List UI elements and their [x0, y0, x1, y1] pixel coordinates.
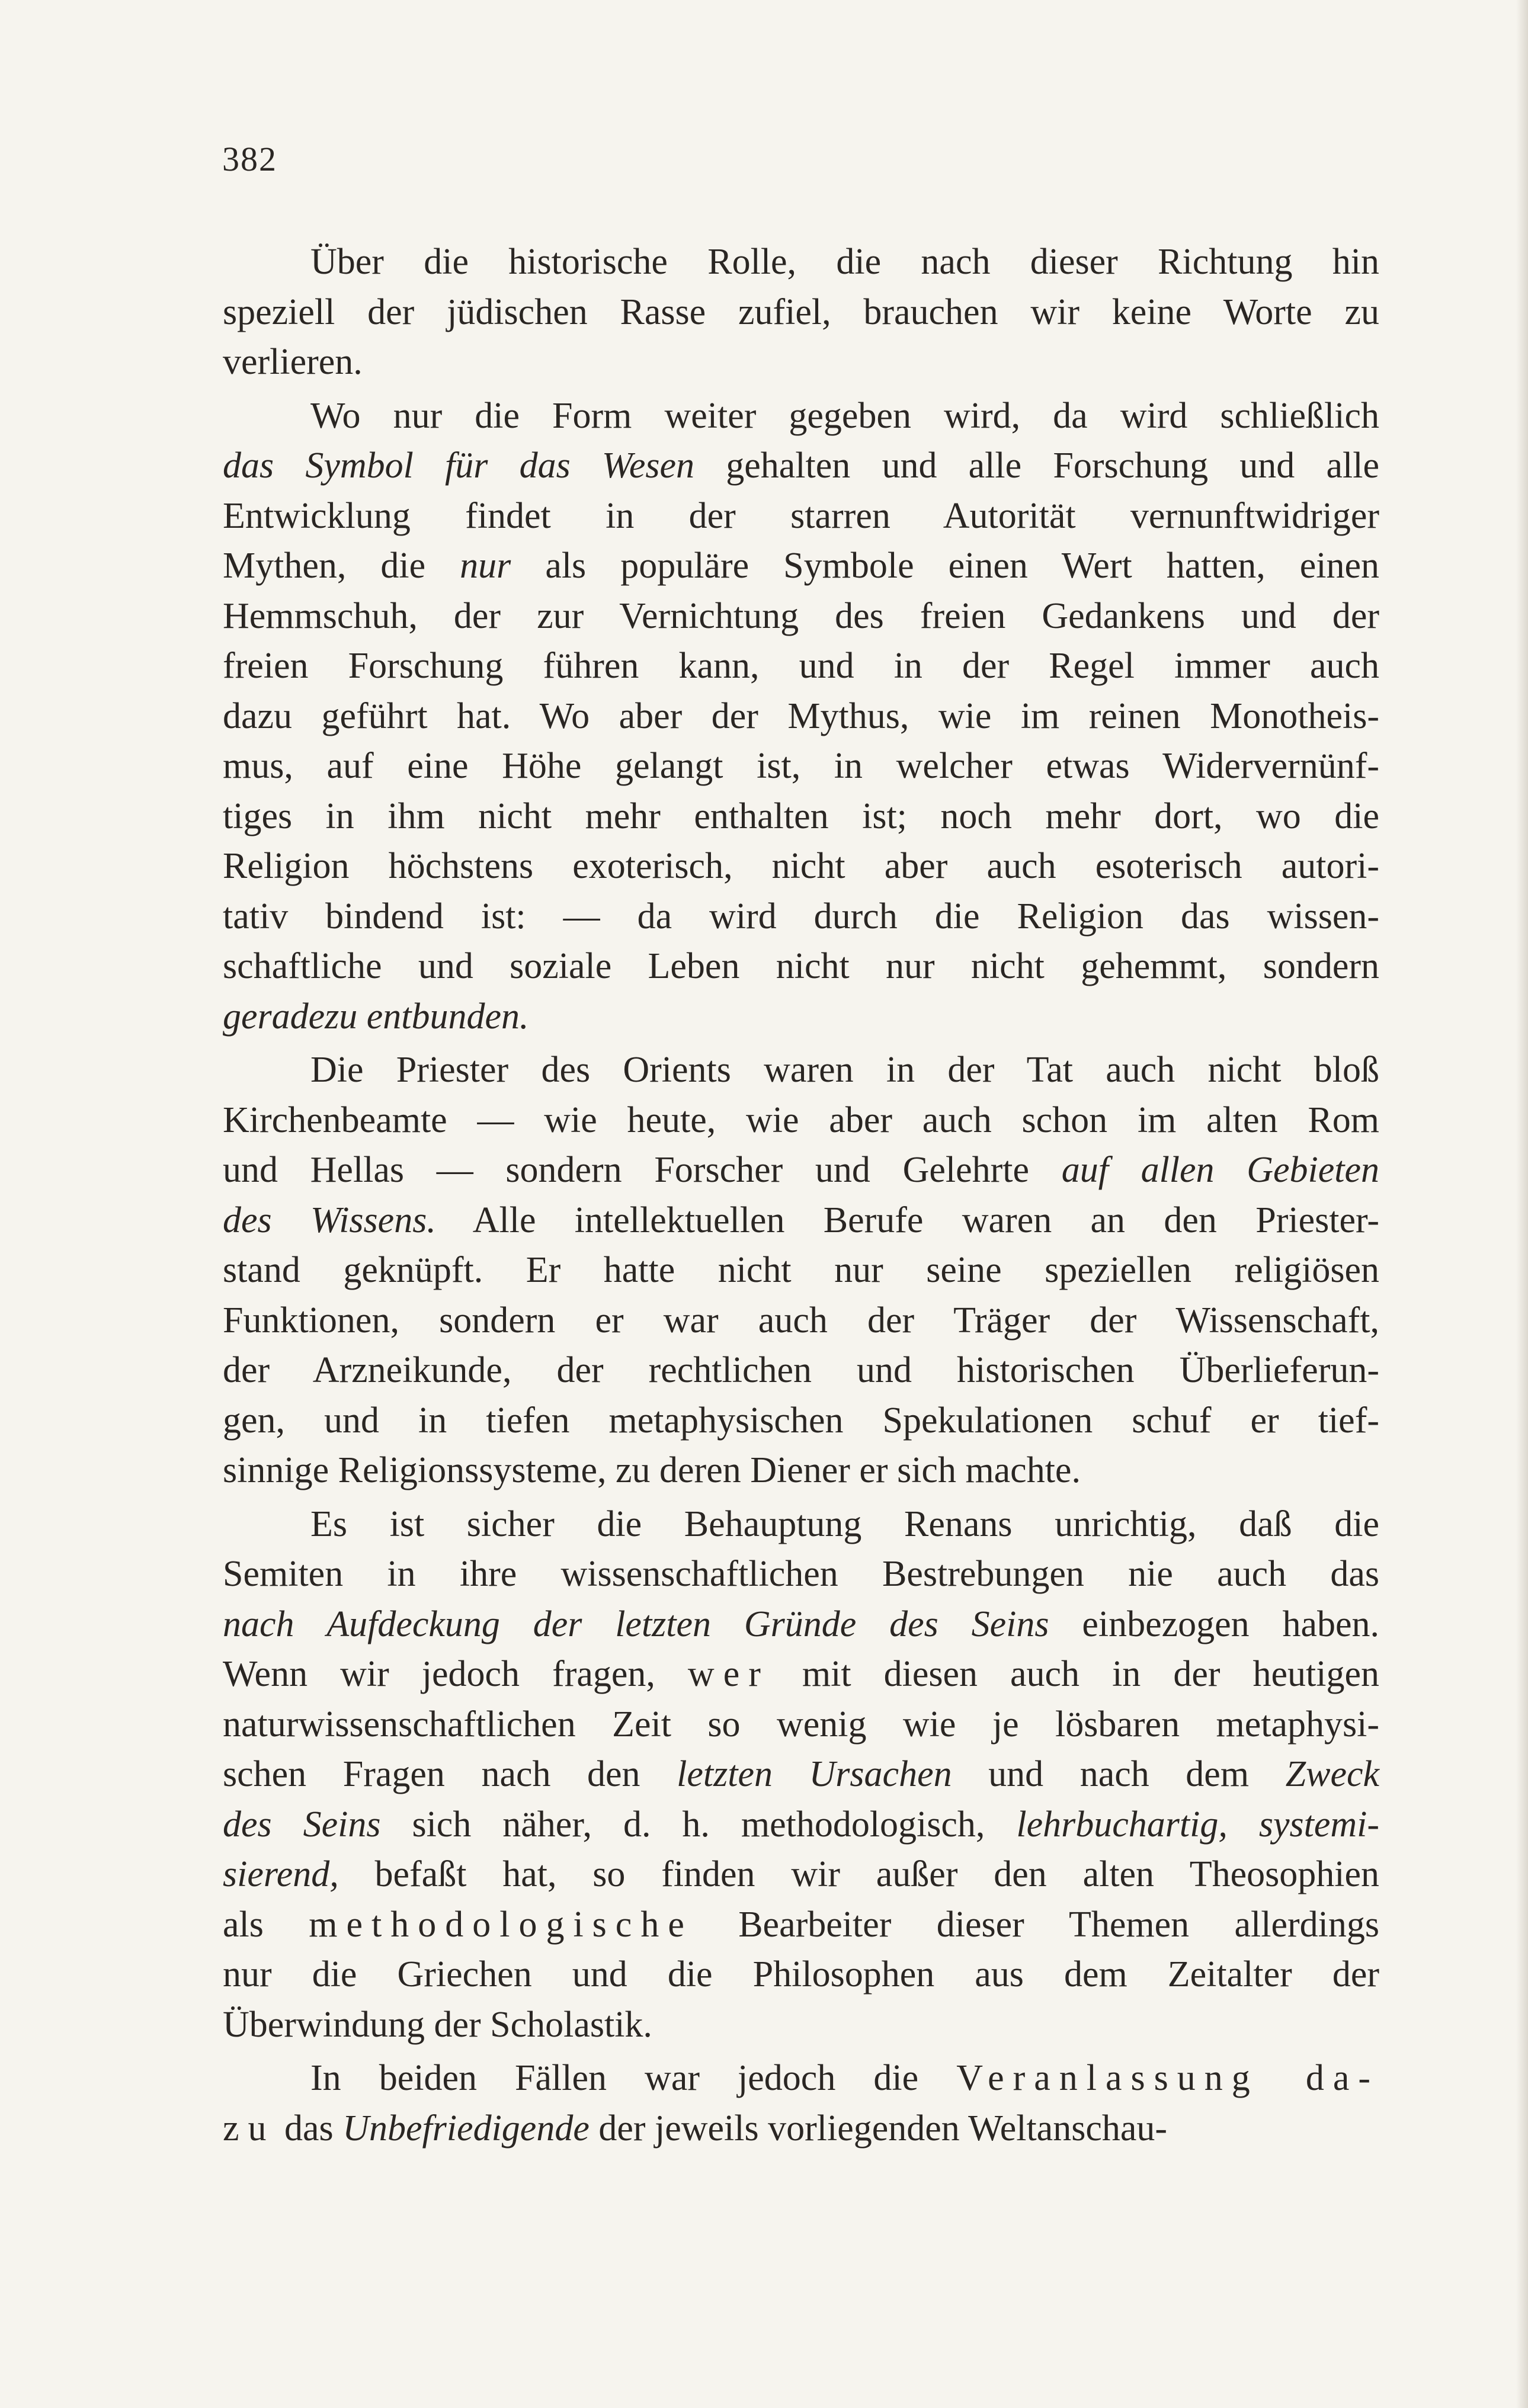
text-run: der Arzneikunde, der rechtlichen und historischen Überlieferun-	[223, 1350, 1379, 1390]
text-run: Funktionen, sondern er war auch der Träger der Wissenschaft,	[223, 1300, 1379, 1341]
text-run: naturwissenschaftlichen Zeit so wenig wie je lösbaren metaphysi-	[223, 1704, 1379, 1745]
text-line	[223, 1045, 1379, 1095]
text-run: tativ bindend ist: — da wird durch die Religion das wissen-	[223, 896, 1379, 937]
page-number: 382	[222, 140, 277, 178]
text-run: schen Fragen nach den	[223, 1754, 677, 1794]
text-run: dazu geführt hat. Wo aber der Mythus, wie im reinen Monotheis-	[223, 695, 1379, 736]
spaced-text: wer	[687, 1654, 770, 1694]
text-line	[223, 841, 1379, 892]
text-line	[223, 391, 1379, 441]
text-run: Hemmschuh, der zur Vernichtung des freien Gedankens und der	[223, 595, 1379, 636]
text-run: stand geknüpft. Er hatte nicht nur seine speziellen religiösen	[223, 1250, 1379, 1290]
italic-text: nur	[460, 546, 511, 586]
italic-text: das Symbol für das Wesen	[223, 445, 695, 486]
italic-text: sierend,	[223, 1854, 339, 1894]
italic-text: nach Aufdeckung der letzten Gründe des Seins	[223, 1604, 1049, 1644]
page-edge-shadow	[1516, 0, 1528, 2408]
text-line	[223, 337, 1379, 387]
text-line	[223, 541, 1379, 591]
spaced-text: Veranlassung da-	[956, 2058, 1379, 2098]
paragraph	[223, 391, 1379, 1042]
text-run: Religion höchstens exoterisch, nicht aber auch esoterisch autori-	[223, 846, 1379, 886]
paragraph	[223, 1499, 1379, 2050]
text-run: Wo nur die Form weiter gegeben wird, da wird schließlich	[310, 395, 1379, 436]
spaced-text: zu	[223, 2108, 276, 2149]
text-line	[223, 741, 1379, 791]
text-line	[223, 1849, 1379, 1900]
text-line	[223, 591, 1379, 642]
text-run: gen, und in tiefen metaphysischen Spekulationen schuf er tief-	[223, 1400, 1379, 1441]
italic-text: Unbefriedigende	[342, 2108, 590, 2149]
text-line	[223, 2104, 1379, 2154]
text-run: mus, auf eine Höhe gelangt ist, in welcher etwas Widervernünf-	[223, 746, 1379, 786]
text-line	[223, 1649, 1379, 1700]
text-run: gehalten und alle Forschung und alle	[694, 445, 1379, 486]
text-run: Alle intellektuellen Berufe waren an den Priester-	[435, 1200, 1380, 1240]
text-line	[223, 1800, 1379, 1850]
text-run: speziell der jüdischen Rasse zufiel, brauchen wir keine Worte zu	[223, 291, 1379, 332]
text-run: sinnige Religionssysteme, zu deren Diener er sich machte.	[223, 1450, 1081, 1490]
body-text	[223, 237, 1379, 2153]
text-line	[223, 641, 1379, 691]
text-line	[223, 941, 1379, 992]
text-run: Die Priester des Orients waren in der Tat auch nicht bloß	[310, 1050, 1379, 1090]
text-run: und Hellas — sondern Forscher und Gelehrte	[223, 1150, 1062, 1190]
text-line	[223, 791, 1379, 842]
text-run: einbezogen haben.	[1049, 1604, 1379, 1644]
text-run: der jeweils vorliegenden Weltanschau-	[589, 2108, 1168, 2149]
text-line	[223, 1549, 1379, 1599]
italic-text: auf allen Gebieten	[1061, 1150, 1379, 1190]
text-run: schaftliche und soziale Leben nicht nur nicht gehemmt, sondern	[223, 946, 1379, 986]
paragraph	[223, 1045, 1379, 1496]
text-run: Bearbeiter dieser Themen allerdings	[693, 1904, 1380, 1945]
text-line	[223, 1245, 1379, 1296]
text-line	[223, 1095, 1379, 1146]
text-run: freien Forschung führen kann, und in der Regel immer auch	[223, 646, 1379, 686]
italic-text: des Seins	[223, 1804, 381, 1845]
italic-text: letzten Ursachen	[677, 1754, 952, 1794]
text-line	[223, 1700, 1379, 1750]
text-line	[223, 1445, 1379, 1496]
text-run: Entwicklung findet in der starren Autorität vernunftwidriger	[223, 495, 1379, 536]
italic-text: geradezu entbunden.	[223, 996, 529, 1037]
text-line	[223, 441, 1379, 491]
text-line	[223, 1396, 1379, 1446]
text-line	[223, 992, 1379, 1042]
italic-text: des Wissens.	[223, 1200, 436, 1240]
paragraph	[223, 2053, 1379, 2153]
text-line	[223, 1345, 1379, 1396]
text-run: tiges in ihm nicht mehr enthalten ist; noch mehr dort, wo die	[223, 796, 1379, 836]
text-run: mit diesen auch in der heutigen	[769, 1654, 1380, 1694]
text-run: Kirchenbeamte — wie heute, wie aber auch schon im alten Rom	[223, 1099, 1379, 1140]
text-run: das	[275, 2108, 343, 2149]
italic-text: Zweck	[1285, 1754, 1379, 1794]
text-line	[223, 2000, 1379, 2050]
text-run: als	[223, 1904, 309, 1945]
text-run: Wenn wir jedoch fragen,	[223, 1654, 688, 1694]
text-line	[223, 287, 1379, 338]
text-line	[223, 1950, 1379, 2000]
text-line	[223, 1499, 1379, 1550]
text-line	[223, 892, 1379, 942]
text-line	[223, 1145, 1379, 1195]
text-run: und nach dem	[952, 1754, 1286, 1794]
text-line	[223, 1599, 1379, 1650]
text-run: Mythen, die	[223, 546, 460, 586]
text-line	[223, 691, 1379, 742]
text-line	[223, 1296, 1379, 1346]
text-line	[223, 2053, 1379, 2104]
text-run: befaßt hat, so finden wir außer den alten Theosophien	[338, 1854, 1379, 1894]
text-run: Semiten in ihre wissenschaftlichen Bestrebungen nie auch das	[223, 1554, 1379, 1594]
text-run: verlieren.	[223, 342, 363, 382]
text-line	[223, 1900, 1379, 1950]
text-line	[223, 1749, 1379, 1800]
text-line	[223, 491, 1379, 541]
text-run: Überwindung der Scholastik.	[223, 2004, 652, 2045]
text-run: In beiden Fällen war jedoch die	[310, 2058, 957, 2098]
text-run: nur die Griechen und die Philosophen aus dem Zeitalter der	[223, 1954, 1379, 1995]
italic-text: lehrbuchartig, systemi-	[1016, 1804, 1379, 1845]
text-run: Es ist sicher die Behauptung Renans unrichtig, daß die	[310, 1503, 1379, 1544]
text-run: Über die historische Rolle, die nach dieser Richtung hin	[310, 242, 1379, 282]
spaced-text: methodologische	[309, 1904, 693, 1945]
text-run: als populäre Symbole einen Wert hatten, einen	[511, 546, 1379, 586]
text-run: sich näher, d. h. methodologisch,	[380, 1804, 1017, 1845]
paragraph	[223, 237, 1379, 387]
text-line	[223, 237, 1379, 287]
text-line	[223, 1195, 1379, 1246]
